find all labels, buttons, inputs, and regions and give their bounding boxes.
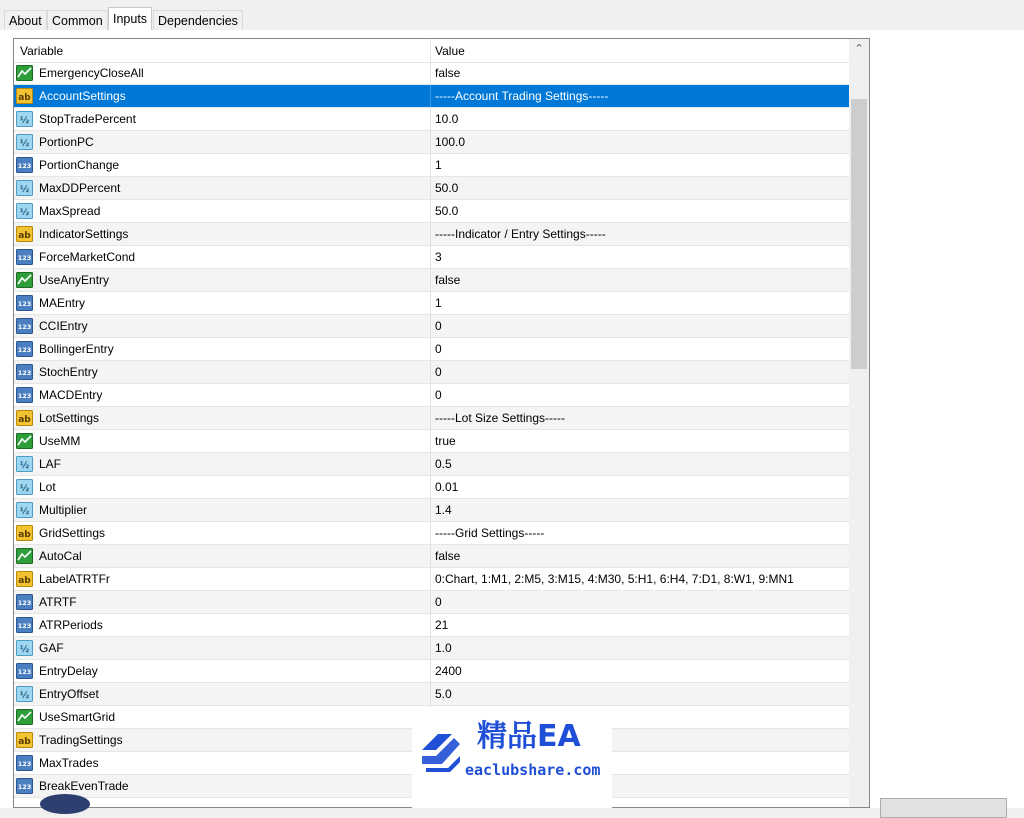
svg-text:123: 123	[17, 599, 32, 607]
123-icon	[16, 364, 33, 380]
variable-name: MaxSpread	[39, 204, 101, 218]
variable-name: LAF	[39, 457, 62, 471]
variable-value[interactable]: 1.4	[435, 503, 452, 517]
cell-divider	[430, 522, 431, 544]
half-icon	[16, 180, 33, 196]
svg-text:½: ½	[19, 461, 30, 471]
variable-name: AutoCal	[39, 549, 82, 563]
bool-icon	[16, 548, 33, 564]
variable-name: GridSettings	[39, 526, 106, 540]
cell-divider	[430, 246, 431, 268]
variable-name: LotSettings	[39, 411, 100, 425]
table-row[interactable]	[14, 62, 850, 85]
cell-divider	[430, 338, 431, 360]
svg-text:123: 123	[17, 392, 32, 400]
variable-value[interactable]: 21	[435, 618, 449, 632]
variable-value[interactable]: false	[435, 549, 461, 563]
cell-divider	[430, 430, 431, 452]
123-icon	[16, 157, 33, 173]
variable-name: MAEntry	[39, 296, 86, 310]
bool-icon	[16, 433, 33, 449]
svg-text:ab: ab	[18, 415, 31, 425]
svg-text:½: ½	[19, 185, 30, 195]
svg-text:123: 123	[17, 760, 32, 768]
cell-divider	[430, 62, 431, 84]
variable-value[interactable]: 50.0	[435, 204, 459, 218]
half-icon	[16, 686, 33, 702]
variable-name: PortionPC	[39, 135, 94, 149]
bool-icon	[16, 272, 33, 288]
variable-value[interactable]: -----Indicator / Entry Settings-----	[435, 227, 606, 241]
cell-divider	[430, 361, 431, 383]
table-row[interactable]	[14, 85, 850, 108]
variable-value[interactable]: -----Account Trading Settings-----	[435, 89, 609, 103]
table-row[interactable]	[14, 292, 850, 315]
svg-text:123: 123	[17, 162, 32, 170]
cell-divider	[430, 683, 431, 705]
table-row[interactable]	[14, 338, 850, 361]
grid-rows	[14, 62, 850, 798]
cell-divider	[430, 568, 431, 590]
table-row[interactable]	[14, 499, 850, 522]
variable-name: StochEntry	[39, 365, 98, 379]
cell-divider	[430, 177, 431, 199]
svg-text:½: ½	[19, 116, 30, 126]
variable-name: UseSmartGrid	[39, 710, 116, 724]
variable-name: AccountSettings	[39, 89, 126, 103]
svg-text:123: 123	[17, 300, 32, 308]
variable-value[interactable]: -----Lot Size Settings-----	[435, 411, 566, 425]
123-icon	[16, 663, 33, 679]
table-row[interactable]	[14, 683, 850, 706]
cell-divider	[430, 315, 431, 337]
variable-name: StopTradePercent	[39, 112, 136, 126]
variable-name: MaxDDPercent	[39, 181, 121, 195]
variable-value[interactable]: 0	[435, 595, 442, 609]
half-icon	[16, 203, 33, 219]
variable-value[interactable]: 1	[435, 158, 442, 172]
ab-icon	[16, 226, 33, 242]
variable-name: ATRTF	[39, 595, 77, 609]
table-row[interactable]	[14, 246, 850, 269]
variable-name: UseAnyEntry	[39, 273, 110, 287]
variable-value[interactable]: 0	[435, 388, 442, 402]
variable-name: TradingSettings	[39, 733, 123, 747]
variable-name: PortionChange	[39, 158, 120, 172]
variable-value[interactable]: -----Grid Settings-----	[435, 526, 545, 540]
cell-divider	[430, 154, 431, 176]
tab-inputs[interactable]: Inputs	[108, 7, 152, 31]
variable-name: BreakEvenTrade	[39, 779, 129, 793]
variable-value[interactable]: 1	[435, 296, 442, 310]
cell-divider	[430, 200, 431, 222]
variable-column-header[interactable]: Variable	[20, 44, 64, 58]
svg-text:½: ½	[19, 507, 30, 517]
tab-dependencies[interactable]: Dependencies	[153, 10, 243, 30]
variable-value[interactable]: 3	[435, 250, 442, 264]
column-divider[interactable]	[430, 39, 431, 62]
ab-icon	[16, 732, 33, 748]
svg-text:½: ½	[19, 139, 30, 149]
svg-text:ab: ab	[18, 737, 31, 747]
bool-icon	[16, 65, 33, 81]
variable-name: EmergencyCloseAll	[39, 66, 144, 80]
ab-icon	[16, 571, 33, 587]
table-row[interactable]	[14, 522, 850, 545]
svg-text:123: 123	[17, 346, 32, 354]
cell-divider	[430, 292, 431, 314]
cell-divider	[430, 614, 431, 636]
svg-text:ab: ab	[18, 576, 31, 586]
svg-text:ab: ab	[18, 231, 31, 241]
variable-name: CCIEntry	[39, 319, 88, 333]
cell-divider	[430, 591, 431, 613]
svg-text:ab: ab	[18, 93, 31, 103]
123-icon	[16, 341, 33, 357]
tab-bar	[0, 0, 1024, 31]
table-row[interactable]	[14, 154, 850, 177]
variable-value[interactable]: 2400	[435, 664, 462, 678]
ab-icon	[16, 410, 33, 426]
variable-value[interactable]: 1.0	[435, 641, 452, 655]
variable-value[interactable]: 5.0	[435, 687, 452, 701]
cell-divider	[430, 85, 431, 107]
half-icon	[16, 111, 33, 127]
variable-name: EntryOffset	[39, 687, 99, 701]
table-row[interactable]	[14, 315, 850, 338]
ab-icon	[16, 525, 33, 541]
watermark-url: eaclubshare.com	[465, 761, 601, 779]
cell-divider	[430, 407, 431, 429]
cell-divider	[430, 660, 431, 682]
cell-divider	[430, 131, 431, 153]
variable-name: IndicatorSettings	[39, 227, 129, 241]
variable-value[interactable]: 0	[435, 342, 442, 356]
variable-name: LabelATRTFr	[39, 572, 110, 586]
scroll-thumb[interactable]	[851, 99, 867, 369]
cell-divider	[430, 637, 431, 659]
variable-name: ForceMarketCond	[39, 250, 136, 264]
table-row[interactable]	[14, 361, 850, 384]
cell-divider	[430, 269, 431, 291]
variable-name: Multiplier	[39, 503, 88, 517]
table-row[interactable]	[14, 660, 850, 683]
cell-divider	[430, 476, 431, 498]
half-icon	[16, 456, 33, 472]
table-row[interactable]	[14, 591, 850, 614]
variable-value[interactable]: false	[435, 66, 461, 80]
table-row[interactable]	[14, 568, 850, 591]
inputs-grid	[13, 38, 870, 808]
variable-name: UseMM	[39, 434, 81, 448]
variable-name: MACDEntry	[39, 388, 103, 402]
123-icon	[16, 594, 33, 610]
123-icon	[16, 617, 33, 633]
bool-icon	[16, 709, 33, 725]
svg-text:½: ½	[19, 691, 30, 701]
half-icon	[16, 134, 33, 150]
variable-value[interactable]: 100.0	[435, 135, 466, 149]
svg-text:½: ½	[19, 208, 30, 218]
table-row[interactable]	[14, 545, 850, 568]
svg-text:½: ½	[19, 645, 30, 655]
cell-divider	[430, 499, 431, 521]
variable-value[interactable]: false	[435, 273, 461, 287]
table-row[interactable]	[14, 223, 850, 246]
variable-value[interactable]: 0	[435, 365, 442, 379]
table-row[interactable]	[14, 430, 850, 453]
watermark-blob	[40, 794, 90, 814]
table-row[interactable]	[14, 269, 850, 292]
table-row[interactable]	[14, 453, 850, 476]
grid-header	[14, 39, 850, 63]
variable-value[interactable]: 0.01	[435, 480, 459, 494]
123-icon	[16, 295, 33, 311]
svg-text:123: 123	[17, 369, 32, 377]
svg-text:½: ½	[19, 484, 30, 494]
svg-text:123: 123	[17, 622, 32, 630]
123-icon	[16, 778, 33, 794]
watermark-title: 精品EA	[477, 719, 581, 754]
table-row[interactable]	[14, 108, 850, 131]
svg-text:123: 123	[17, 254, 32, 262]
svg-text:ab: ab	[18, 530, 31, 540]
tab-common[interactable]: Common	[47, 10, 108, 30]
variable-name: EntryDelay	[39, 664, 98, 678]
tab-about[interactable]: About	[4, 10, 47, 30]
watermark	[412, 707, 612, 808]
svg-text:123: 123	[17, 668, 32, 676]
vertical-scrollbar[interactable]	[849, 39, 869, 808]
svg-text:123: 123	[17, 323, 32, 331]
cell-divider	[430, 384, 431, 406]
half-icon	[16, 502, 33, 518]
variable-name: ATRPeriods	[39, 618, 103, 632]
123-icon	[16, 387, 33, 403]
table-row[interactable]	[14, 476, 850, 499]
variable-value[interactable]: 10.0	[435, 112, 459, 126]
table-row[interactable]	[14, 384, 850, 407]
table-row[interactable]	[14, 200, 850, 223]
partial-button[interactable]	[880, 798, 1007, 818]
123-icon	[16, 318, 33, 334]
variable-value[interactable]: 50.0	[435, 181, 459, 195]
ab-icon	[16, 88, 33, 104]
variable-name: BollingerEntry	[39, 342, 114, 356]
variable-value[interactable]: 0.5	[435, 457, 452, 471]
half-icon	[16, 640, 33, 656]
table-row[interactable]	[14, 131, 850, 154]
cell-divider	[430, 545, 431, 567]
watermark-logo-icon	[420, 728, 462, 772]
variable-name: Lot	[39, 480, 56, 494]
variable-value[interactable]: true	[435, 434, 456, 448]
variable-name: MaxTrades	[39, 756, 99, 770]
123-icon	[16, 249, 33, 265]
half-icon	[16, 479, 33, 495]
table-row[interactable]	[14, 407, 850, 430]
table-row[interactable]	[14, 637, 850, 660]
cell-divider	[430, 453, 431, 475]
value-column-header[interactable]: Value	[435, 44, 465, 58]
table-row[interactable]	[14, 614, 850, 637]
cell-divider	[430, 108, 431, 130]
variable-name: GAF	[39, 641, 64, 655]
cell-divider	[430, 223, 431, 245]
123-icon	[16, 755, 33, 771]
table-row[interactable]	[14, 177, 850, 200]
variable-value[interactable]: 0	[435, 319, 442, 333]
scroll-up-icon[interactable]: ⌃	[854, 43, 864, 55]
variable-value[interactable]: 0:Chart, 1:M1, 2:M5, 3:M15, 4:M30, 5:H1, 6:H4, 7:D1, 8:W1, 9:MN1	[435, 572, 794, 586]
svg-text:123: 123	[17, 783, 32, 791]
